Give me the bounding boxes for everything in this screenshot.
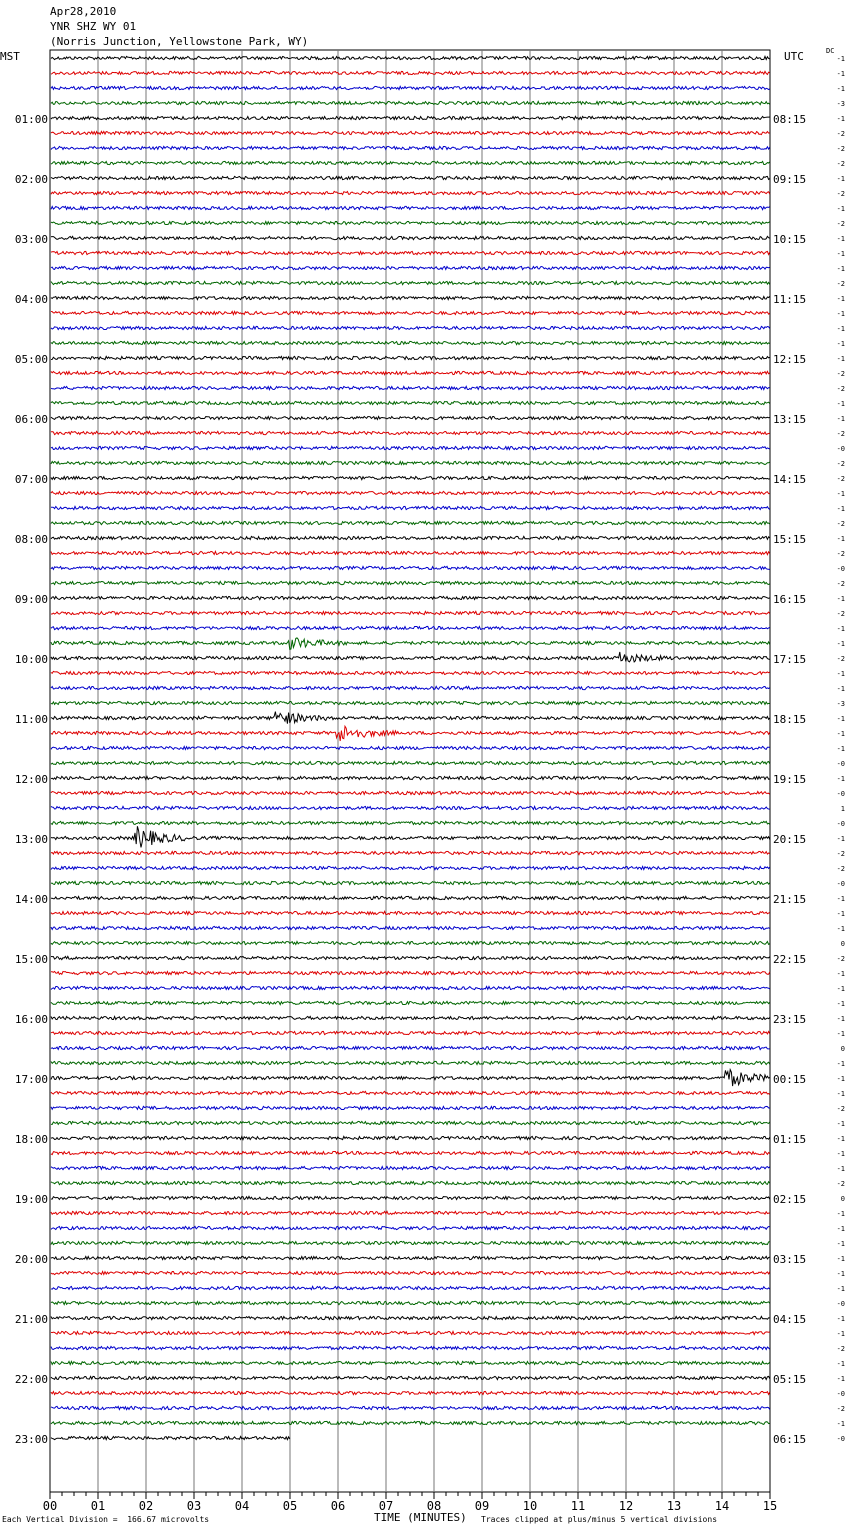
left-hour-label: 01:00 — [14, 113, 48, 126]
dc-offset-label: -1 — [836, 85, 845, 93]
left-hour-label: 04:00 — [14, 293, 48, 306]
seismic-trace — [51, 1256, 770, 1259]
seismic-trace — [51, 161, 770, 164]
x-tick-label: 06 — [330, 1499, 346, 1513]
left-hour-label: 09:00 — [14, 593, 48, 606]
dc-offset-label: -1 — [836, 1075, 845, 1083]
x-tick-label: 08 — [426, 1499, 442, 1513]
dc-offset-label: -3 — [836, 100, 845, 108]
seismic-trace — [51, 712, 770, 724]
seismic-trace — [51, 761, 770, 764]
left-hour-label: 08:00 — [14, 533, 48, 546]
right-hour-label: 02:15 — [773, 1193, 807, 1206]
seismic-trace — [51, 1226, 770, 1229]
seismic-trace — [51, 1181, 770, 1184]
left-hour-label: 19:00 — [14, 1193, 48, 1206]
right-hour-label: 17:15 — [773, 653, 807, 666]
seismic-trace — [51, 1211, 770, 1214]
seismic-trace — [51, 86, 770, 89]
dc-offset-label: -1 — [836, 265, 845, 273]
seismic-trace — [51, 1091, 770, 1094]
right-hour-label: 14:15 — [773, 473, 807, 486]
right-hour-label: 18:15 — [773, 713, 807, 726]
seismic-trace — [51, 551, 770, 554]
seismic-trace — [51, 431, 770, 434]
dc-offset-label: -1 — [836, 1150, 845, 1158]
seismic-trace — [51, 638, 770, 650]
dc-offset-label: -1 — [836, 505, 845, 513]
seismic-trace — [51, 1286, 770, 1289]
seismic-trace — [51, 1166, 770, 1169]
seismic-trace — [51, 652, 770, 662]
seismic-trace — [51, 686, 770, 689]
dc-offset-label: -1 — [836, 535, 845, 543]
seismic-trace — [51, 236, 770, 239]
dc-offset-label: -2 — [836, 145, 845, 153]
seismic-trace — [51, 671, 770, 674]
x-tick-label: 13 — [666, 1499, 682, 1513]
seismic-trace — [51, 1391, 770, 1394]
seismic-trace — [51, 581, 770, 584]
dc-offset-label: -1 — [836, 55, 845, 63]
seismic-trace — [51, 1316, 770, 1319]
left-hour-label: 20:00 — [14, 1253, 48, 1266]
dc-offset-label: -1 — [836, 1315, 845, 1323]
seismic-trace — [51, 521, 770, 524]
seismic-trace — [51, 566, 770, 569]
dc-offset-label: -2 — [836, 865, 845, 873]
dc-offset-label: -1 — [836, 1015, 845, 1023]
seismic-trace — [51, 1106, 770, 1109]
right-hour-label: 15:15 — [773, 533, 807, 546]
seismic-trace — [51, 1271, 770, 1274]
right-hour-label: 22:15 — [773, 953, 807, 966]
dc-offset-label: -1 — [836, 1420, 845, 1428]
seismic-trace — [51, 821, 770, 824]
dc-offset-header: DC — [826, 47, 835, 55]
left-hour-label: 15:00 — [14, 953, 48, 966]
seismic-trace — [51, 926, 770, 929]
right-hour-label: 06:15 — [773, 1433, 807, 1446]
seismic-trace — [51, 986, 770, 989]
dc-offset-label: -1 — [836, 685, 845, 693]
dc-offset-label: -3 — [836, 700, 845, 708]
dc-offset-label: -1 — [836, 400, 845, 408]
right-hour-label: 16:15 — [773, 593, 807, 606]
seismic-trace — [51, 851, 770, 854]
seismic-trace — [51, 866, 770, 869]
seismic-trace — [51, 506, 770, 509]
right-hour-label: 13:15 — [773, 413, 807, 426]
dc-offset-label: -1 — [836, 595, 845, 603]
dc-offset-label: -1 — [836, 325, 845, 333]
seismic-trace — [51, 266, 770, 269]
left-hour-label: 11:00 — [14, 713, 48, 726]
seismic-trace — [51, 131, 770, 134]
right-hour-label: 10:15 — [773, 233, 807, 246]
dc-offset-label: -1 — [836, 490, 845, 498]
dc-offset-label: -0 — [836, 445, 845, 453]
x-tick-label: 12 — [618, 1499, 634, 1513]
seismic-trace — [51, 191, 770, 194]
seismic-trace — [51, 371, 770, 374]
right-hour-label: 00:15 — [773, 1073, 807, 1086]
seismic-trace — [51, 911, 770, 914]
dc-offset-label: -1 — [836, 1120, 845, 1128]
seismic-trace — [51, 1136, 770, 1139]
seismic-trace — [51, 296, 770, 299]
dc-offset-label: -2 — [836, 655, 845, 663]
seismic-trace — [51, 221, 770, 224]
seismic-trace — [51, 1361, 770, 1364]
seismic-trace — [51, 1421, 770, 1424]
seismic-trace — [51, 281, 770, 284]
seismic-trace — [51, 116, 770, 119]
seismic-trace — [51, 896, 770, 899]
dc-offset-label: -2 — [836, 610, 845, 618]
seismic-trace — [51, 176, 770, 179]
seismic-trace — [51, 251, 770, 254]
dc-offset-label: -0 — [836, 1300, 845, 1308]
seismic-trace — [51, 1346, 770, 1349]
right-hour-label: 09:15 — [773, 173, 807, 186]
dc-offset-label: -1 — [836, 745, 845, 753]
x-tick-label: 07 — [378, 1499, 394, 1513]
x-axis-title: TIME (MINUTES) — [374, 1511, 467, 1524]
dc-offset-label: -1 — [836, 1375, 845, 1383]
right-hour-label: 11:15 — [773, 293, 807, 306]
seismic-trace — [51, 826, 770, 847]
dc-offset-label: -2 — [836, 1180, 845, 1188]
left-hour-label: 17:00 — [14, 1073, 48, 1086]
dc-offset-label: -1 — [836, 1210, 845, 1218]
dc-offset-label: -2 — [836, 430, 845, 438]
seismic-trace — [51, 1406, 770, 1409]
right-hour-label: 01:15 — [773, 1133, 807, 1146]
dc-offset-label: -1 — [836, 235, 845, 243]
seismic-trace — [51, 1301, 770, 1304]
dc-offset-label: -1 — [836, 640, 845, 648]
dc-offset-label: -1 — [836, 775, 845, 783]
seismic-trace — [51, 1436, 290, 1439]
seismic-trace — [51, 386, 770, 389]
seismic-trace — [51, 71, 770, 74]
dc-offset-label: -2 — [836, 520, 845, 528]
x-tick-label: 04 — [234, 1499, 250, 1513]
vertical-division-note: Each Vertical Division = 166.67 microvolts — [2, 1515, 210, 1524]
dc-offset-label: -2 — [836, 550, 845, 558]
dc-offset-label: -2 — [836, 460, 845, 468]
dc-offset-label: -1 — [836, 1255, 845, 1263]
seismic-trace — [51, 326, 770, 329]
seismic-trace — [51, 726, 770, 741]
dc-offset-label: -2 — [836, 1105, 845, 1113]
dc-offset-label: 0 — [840, 1045, 845, 1053]
right-hour-label: 04:15 — [773, 1313, 807, 1326]
dc-offset-label: -1 — [836, 1165, 845, 1173]
seismic-trace — [51, 341, 770, 344]
seismic-trace — [51, 806, 770, 809]
dc-offset-label: -1 — [836, 295, 845, 303]
dc-offset-label: -2 — [836, 280, 845, 288]
x-tick-label: 14 — [714, 1499, 730, 1513]
dc-offset-label: -2 — [836, 220, 845, 228]
seismic-trace — [51, 1046, 770, 1049]
left-hour-label: 22:00 — [14, 1373, 48, 1386]
dc-offset-label: -1 — [836, 1060, 845, 1068]
seismic-trace — [51, 311, 770, 314]
dc-offset-label: -2 — [836, 850, 845, 858]
dc-offset-label: -1 — [836, 415, 845, 423]
dc-offset-label: -1 — [836, 625, 845, 633]
dc-offset-label: -1 — [836, 1360, 845, 1368]
station-location: (Norris Junction, Yellowstone Park, WY) — [50, 35, 309, 48]
dc-offset-label: -1 — [836, 310, 845, 318]
left-hour-label: 23:00 — [14, 1433, 48, 1446]
dc-offset-label: -1 — [836, 715, 845, 723]
dc-offset-label: -2 — [836, 955, 845, 963]
seismic-trace — [51, 1070, 770, 1087]
left-hour-label: 06:00 — [14, 413, 48, 426]
dc-offset-label: -1 — [836, 910, 845, 918]
right-hour-label: 21:15 — [773, 893, 807, 906]
left-hour-label: 16:00 — [14, 1013, 48, 1026]
left-hour-label: 18:00 — [14, 1133, 48, 1146]
seismic-trace — [51, 1001, 770, 1004]
seismic-trace — [51, 1031, 770, 1034]
dc-offset-label: -1 — [836, 835, 845, 843]
dc-offset-label: -1 — [836, 70, 845, 78]
right-hour-label: 08:15 — [773, 113, 807, 126]
seismic-trace — [51, 401, 770, 404]
seismic-trace — [51, 206, 770, 209]
dc-offset-label: 0 — [840, 1195, 845, 1203]
dc-offset-label: -0 — [836, 760, 845, 768]
x-tick-label: 09 — [474, 1499, 490, 1513]
seismic-trace — [51, 611, 770, 614]
seismic-trace — [51, 1151, 770, 1154]
dc-offset-label: -1 — [836, 115, 845, 123]
dc-offset-label: -1 — [836, 985, 845, 993]
seismic-trace — [51, 626, 770, 629]
seismic-trace — [51, 881, 770, 884]
dc-offset-label: -2 — [836, 190, 845, 198]
dc-offset-label: 0 — [840, 940, 845, 948]
right-timezone-label: UTC — [784, 50, 804, 63]
left-timezone-label: MST — [0, 50, 20, 63]
dc-offset-label: -2 — [836, 580, 845, 588]
seismic-trace — [51, 1331, 770, 1334]
seismic-trace — [51, 596, 770, 599]
dc-offset-label: -2 — [836, 160, 845, 168]
seismic-trace — [51, 1376, 770, 1379]
seismic-trace — [51, 941, 770, 944]
dc-offset-label: -2 — [836, 130, 845, 138]
x-tick-label: 01 — [90, 1499, 106, 1513]
dc-offset-label: -0 — [836, 820, 845, 828]
seismic-trace — [51, 461, 770, 464]
left-hour-label: 05:00 — [14, 353, 48, 366]
seismic-trace — [51, 476, 770, 479]
seismic-trace — [51, 356, 770, 359]
seismic-trace — [51, 701, 770, 704]
seismic-trace — [51, 56, 770, 59]
seismic-trace — [51, 1016, 770, 1019]
dc-offset-label: -1 — [836, 1030, 845, 1038]
left-hour-label: 02:00 — [14, 173, 48, 186]
dc-offset-label: -1 — [836, 1285, 845, 1293]
dc-offset-label: -0 — [836, 790, 845, 798]
x-tick-label: 10 — [522, 1499, 538, 1513]
seismic-trace — [51, 791, 770, 794]
seismic-trace — [51, 491, 770, 494]
seismic-trace — [51, 956, 770, 959]
dc-offset-label: -1 — [836, 895, 845, 903]
left-hour-label: 10:00 — [14, 653, 48, 666]
dc-offset-label: -1 — [836, 355, 845, 363]
right-hour-label: 03:15 — [773, 1253, 807, 1266]
dc-offset-label: -0 — [836, 565, 845, 573]
dc-offset-label: -1 — [836, 250, 845, 258]
dc-offset-label: -1 — [836, 670, 845, 678]
seismic-trace — [51, 1061, 770, 1064]
dc-offset-label: -1 — [836, 1330, 845, 1338]
dc-offset-label: -1 — [836, 1135, 845, 1143]
x-tick-label: 00 — [42, 1499, 58, 1513]
right-hour-label: 19:15 — [773, 773, 807, 786]
dc-offset-label: -2 — [836, 370, 845, 378]
dc-offset-label: -1 — [836, 340, 845, 348]
dc-offset-label: -1 — [836, 970, 845, 978]
x-tick-label: 11 — [570, 1499, 586, 1513]
dc-offset-label: -2 — [836, 475, 845, 483]
right-hour-label: 20:15 — [773, 833, 807, 846]
left-hour-label: 07:00 — [14, 473, 48, 486]
left-hour-label: 21:00 — [14, 1313, 48, 1326]
dc-offset-label: -2 — [836, 385, 845, 393]
chart-date: Apr28,2010 — [50, 5, 117, 18]
left-hour-label: 12:00 — [14, 773, 48, 786]
station-code: YNR SHZ WY 01 — [50, 20, 137, 33]
seismic-trace — [51, 971, 770, 974]
right-hour-label: 23:15 — [773, 1013, 807, 1026]
dc-offset-label: -0 — [836, 1435, 845, 1443]
x-tick-label: 03 — [186, 1499, 202, 1513]
seismic-trace — [51, 1241, 770, 1244]
x-tick-label: 15 — [762, 1499, 778, 1513]
dc-offset-label: -1 — [836, 175, 845, 183]
clipping-note: Traces clipped at plus/minus 5 vertical divisions — [481, 1515, 718, 1524]
dc-offset-label: -0 — [836, 880, 845, 888]
dc-offset-label: -1 — [836, 1090, 845, 1098]
dc-offset-label: -1 — [836, 205, 845, 213]
dc-offset-label: 1 — [840, 805, 845, 813]
seismic-trace — [51, 1121, 770, 1124]
seismic-trace — [51, 146, 770, 149]
dc-offset-label: -1 — [836, 1000, 845, 1008]
seismic-trace — [51, 536, 770, 539]
seismic-trace — [51, 416, 770, 419]
left-hour-label: 03:00 — [14, 233, 48, 246]
left-hour-label: 14:00 — [14, 893, 48, 906]
dc-offset-label: -0 — [836, 1390, 845, 1398]
seismic-trace — [51, 101, 770, 104]
dc-offset-label: -1 — [836, 925, 845, 933]
left-hour-label: 13:00 — [14, 833, 48, 846]
dc-offset-label: -1 — [836, 1270, 845, 1278]
dc-offset-label: -1 — [836, 730, 845, 738]
right-hour-label: 12:15 — [773, 353, 807, 366]
dc-offset-label: -1 — [836, 1225, 845, 1233]
seismic-trace — [51, 446, 770, 449]
seismic-trace — [51, 776, 770, 779]
right-hour-label: 05:15 — [773, 1373, 807, 1386]
x-tick-label: 05 — [282, 1499, 298, 1513]
dc-offset-label: -1 — [836, 1240, 845, 1248]
dc-offset-label: -2 — [836, 1345, 845, 1353]
dc-offset-label: -2 — [836, 1405, 845, 1413]
x-tick-label: 02 — [138, 1499, 154, 1513]
seismic-trace — [51, 746, 770, 749]
seismic-trace — [51, 1196, 770, 1199]
